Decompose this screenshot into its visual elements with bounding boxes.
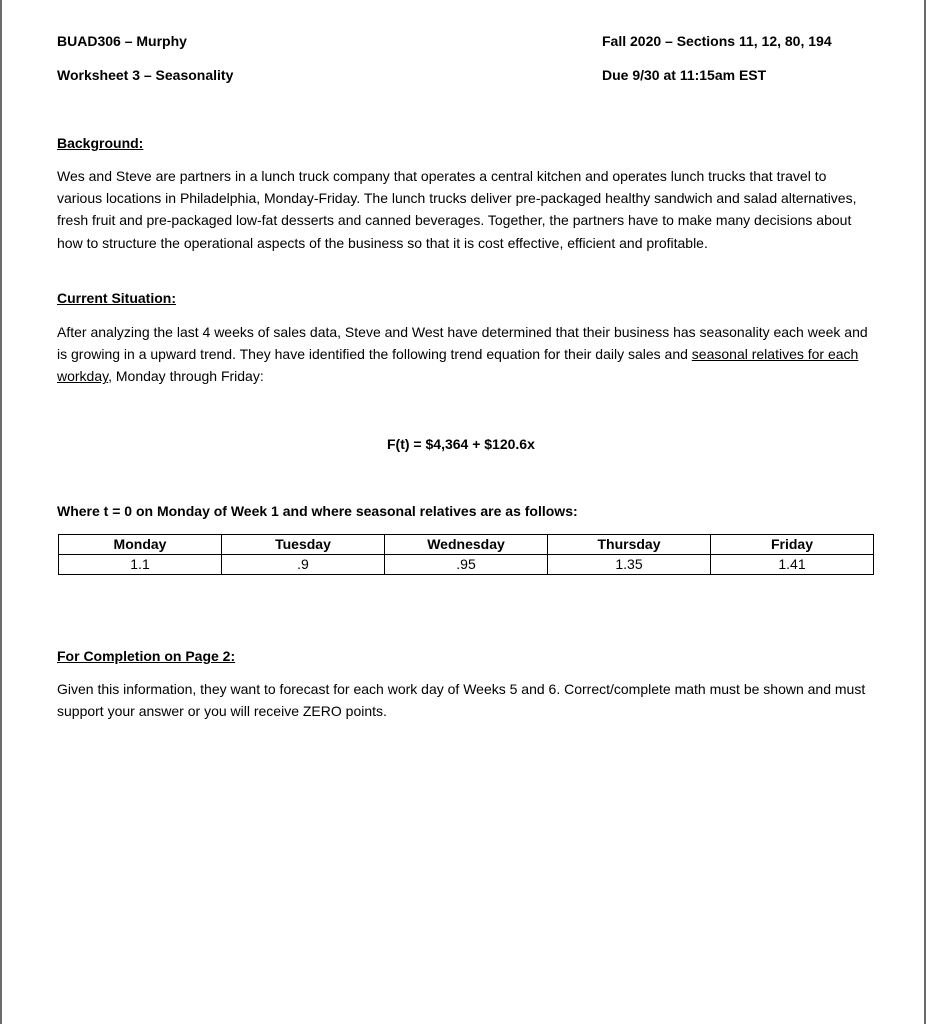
table-header-cell: Tuesday [222, 535, 385, 555]
course-header: BUAD306 – Murphy [57, 33, 187, 49]
table-header-cell: Wednesday [385, 535, 548, 555]
worksheet-title: Worksheet 3 – Seasonality [57, 67, 234, 83]
situation-text: After analyzing the last 4 weeks of sales data, Steve and West have determined that their business has seasonality each week and is growing in a upward trend. They have identified the following trend equation for their daily sales and [57, 324, 868, 363]
current-situation-heading: Current Situation: [57, 290, 176, 306]
completion-paragraph [57, 678, 873, 722]
table-header-cell: Friday [711, 535, 874, 555]
seasonal-relatives-table [58, 534, 874, 575]
background-paragraph [57, 165, 873, 254]
situation-underlined-text: seasonal relatives for each workday [57, 346, 859, 385]
table-cell: .9 [222, 555, 385, 575]
table-header-cell: Monday [59, 535, 222, 555]
table-cell: 1.41 [711, 555, 874, 575]
background-heading: Background: [57, 135, 144, 151]
completion-text: Given this information, they want to forecast for each work day of Weeks 5 and 6. Correct/complete math must be shown and must support your answer or you will receive ZERO points. [57, 681, 866, 720]
trend-equation: F(t) = $4,364 + $120.6x [387, 436, 535, 452]
term-header: Fall 2020 – Sections 11, 12, 80, 194 [602, 33, 832, 49]
due-date: Due 9/30 at 11:15am EST [602, 67, 767, 83]
completion-heading: For Completion on Page 2: [57, 648, 236, 664]
table-header-row [59, 535, 874, 555]
table-cell: 1.1 [59, 555, 222, 575]
table-cell: .95 [385, 555, 548, 575]
current-situation-paragraph [57, 321, 873, 388]
situation-text-end: , Monday through Friday: [108, 368, 264, 385]
table-cell: 1.35 [548, 555, 711, 575]
table-header-cell: Thursday [548, 535, 711, 555]
background-text: Wes and Steve are partners in a lunch truck company that operates a central kitchen and operates lunch trucks that travel to various locations in Philadelphia, Monday-Friday. The lunch trucks deliver pre-packaged healthy sandwich and salad alternatives, fresh fruit and pre-packaged low-fat desserts and canned beverages. Together, the partners have to make many decisions about how to structure the operational aspects of the business so that it is cost effective, efficient and profitable. [57, 168, 857, 251]
where-statement: Where t = 0 on Monday of Week 1 and where seasonal relatives are as follows: [57, 503, 578, 519]
table-row [59, 555, 874, 575]
